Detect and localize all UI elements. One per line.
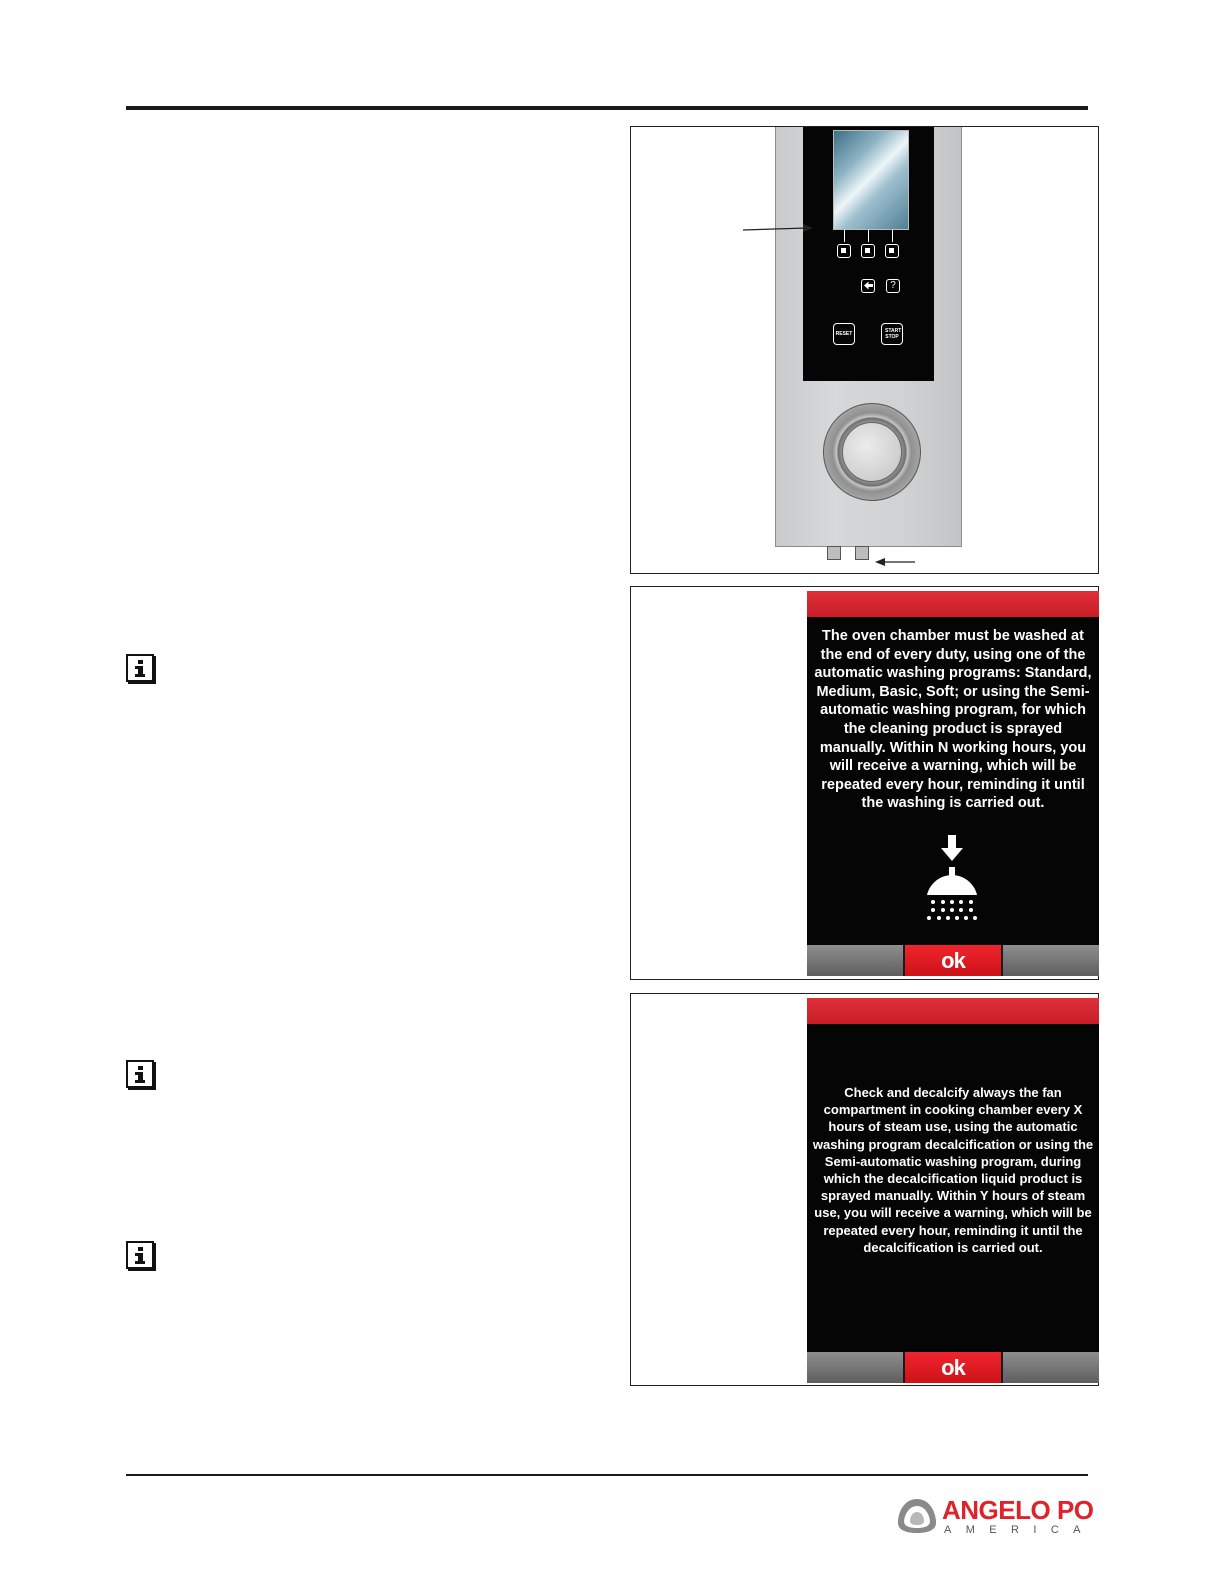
footer-right-slot xyxy=(1003,1352,1099,1383)
help-label: ? xyxy=(890,280,896,291)
footer-right-slot xyxy=(1003,945,1099,976)
decalcify-dialog xyxy=(807,998,1099,1383)
washing-warning-figure xyxy=(630,586,1099,980)
footer-left-slot xyxy=(807,945,903,976)
start-stop-label: START STOP xyxy=(885,328,902,340)
logo-subtitle: AMERICA xyxy=(944,1524,1095,1536)
top-rule xyxy=(126,106,1088,110)
logo-mark-icon xyxy=(896,1497,938,1535)
dialog-footer xyxy=(807,1352,1099,1383)
shower-icon xyxy=(925,835,981,927)
decalcify-warning-figure xyxy=(630,993,1099,1386)
ok-button[interactable]: ok xyxy=(903,1352,1003,1383)
footer-left-slot xyxy=(807,1352,903,1383)
dialog-header xyxy=(807,591,1099,617)
info-icon xyxy=(126,654,154,682)
washing-message: The oven chamber must be washed at the end of every duty, using one of the automatic washing programs: Standard, Medium, Basic, Soft; or using the Semi-automatic washing program, for which the cleaning product is sprayed manually. Within N working hours, you will receive a warning, which will be repeated every hour, reminding it until the washing is carried out. xyxy=(814,628,1092,812)
dialog-footer xyxy=(807,945,1099,976)
ok-button[interactable]: ok xyxy=(903,945,1003,976)
decalcify-message: Check and decalcify always the fan compartment in cooking chamber every X hours of steam use, using the automatic washing program decalcification or using the Semi-automatic washing program, during which the decalcification liquid product is sprayed manually. Within Y hours of steam use, you will receive a warning, which will be repeated every hour, reminding it until the decalcification is carried out. xyxy=(812,1085,1094,1255)
brand-logo xyxy=(896,1495,1096,1539)
info-icon xyxy=(126,1060,154,1088)
control-panel-figure xyxy=(630,126,1099,574)
bottom-rule xyxy=(126,1474,1088,1476)
info-icon xyxy=(126,1241,154,1269)
logo-brand: ANGELO PO xyxy=(942,1495,1094,1525)
reset-label: RESET xyxy=(835,331,853,337)
dialog-header xyxy=(807,998,1099,1024)
washing-dialog xyxy=(807,591,1099,976)
callout-arrows xyxy=(631,127,1100,575)
